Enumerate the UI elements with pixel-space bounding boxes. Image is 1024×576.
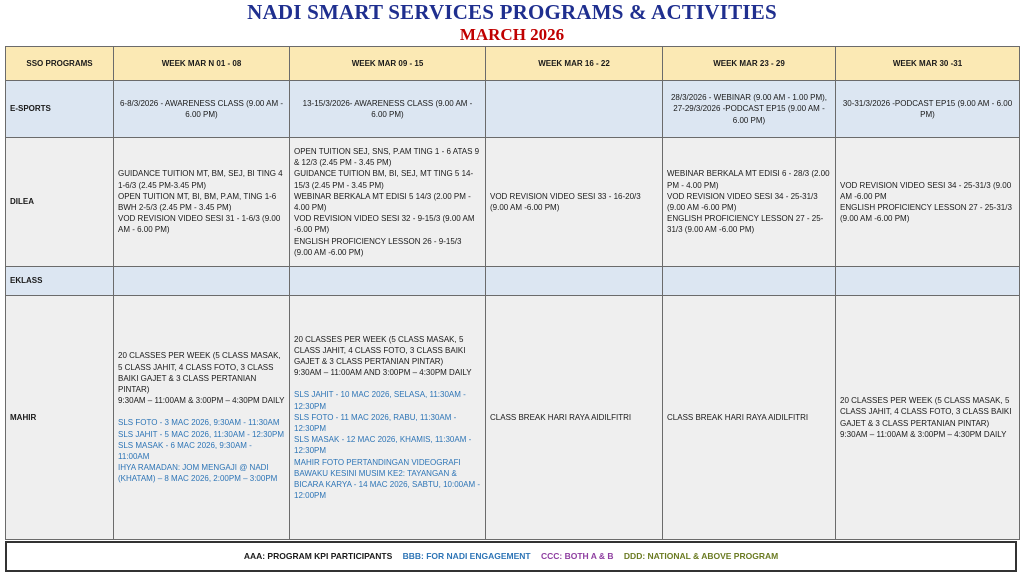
cell-text: CLASS BREAK HARI RAYA AIDILFITRI xyxy=(486,296,663,540)
cell-line: WEBINAR BERKALA MT EDISI 6 - 28/3 (2.00 PM - 4.00 PM) xyxy=(667,169,830,190)
cell xyxy=(114,138,290,267)
cell-line: 20 CLASSES PER WEEK (5 CLASS MASAK, 5 CLASS JAHIT, 4 CLASS FOTO, 3 CLASS BAIKI GAJET & 3 CLASS PERTANIAN PINTAR) xyxy=(294,334,466,366)
cell-line: OPEN TUITION SEJ, SNS, P.AM TING 1 - 6 ATAS 9 & 12/3 (2.45 PM - 3.45 PM) xyxy=(294,146,480,168)
cell-line: ENGLISH PROFICIENCY LESSON 26 - 9-15/3 (9.00 AM -6.00 PM) xyxy=(294,236,462,257)
cell-line: 20 CLASSES PER WEEK (5 CLASS MASAK, 5 CLASS JAHIT, 4 CLASS FOTO, 3 CLASS BAIKI GAJET & 3 CLASS PERTANIAN PINTAR) xyxy=(118,351,281,394)
cell xyxy=(663,138,836,267)
cell-line: GUIDANCE TUITION BM, BI, SEJ, MT TING 5 14-15/3 (2.45 PM - 3.45 PM) xyxy=(294,169,474,190)
header-cell: WEEK MAR 16 - 22 xyxy=(486,47,663,81)
page-subtitle: MARCH 2026 xyxy=(459,25,565,44)
legend-both: CCC: BOTH A & B xyxy=(540,551,614,561)
cell-line: WEBINAR BERKALA MT EDISI 5 14/3 (2.00 PM - 4.00 PM) xyxy=(294,191,471,212)
empty-cell xyxy=(114,267,290,296)
cell-line: VOD REVISION VIDEO SESI 31 - 1-6/3 (9.00 AM - 6.00 PM) xyxy=(118,214,281,235)
cell-line: 9:30AM – 11:00AM & 3:00PM – 4:30PM DAILY xyxy=(118,396,285,406)
cell-line: VOD REVISION VIDEO SESI 33 - 16-20/3 (9.00 AM -6.00 PM) xyxy=(490,191,641,212)
page-title: NADI SMART SERVICES PROGRAMS & ACTIVITIES xyxy=(247,0,777,24)
engagement-line: SLS MASAK - 6 MAC 2026, 9:30AM - 11:00AM xyxy=(118,440,252,461)
cell xyxy=(290,138,486,267)
legend-bar xyxy=(5,541,1017,572)
cell-line: VOD REVISION VIDEO SESI 32 - 9-15/3 (9.00 AM -6.00 PM) xyxy=(294,214,475,235)
engagement-line: SLS JAHIT - 5 MAC 2026, 11:30AM - 12:30PM xyxy=(118,429,284,439)
cell-line: VOD REVISION VIDEO SESI 34 - 25-31/3 (9.00 AM -6.00 PM xyxy=(840,180,1012,201)
empty-cell xyxy=(663,267,836,296)
engagement-line: IHYA RAMADAN: JOM MENGAJI @ NADI (KHATAM) – 8 MAC 2026, 2:00PM – 3:00PM xyxy=(118,463,278,484)
engagement-line: SLS JAHIT - 10 MAC 2026, SELASA, 11:30AM - 12:30PM xyxy=(294,390,466,411)
header-row xyxy=(6,47,1020,81)
cell-line: ENGLISH PROFICIENCY LESSON 27 - 25-31/3 (9.00 AM -6.00 PM) xyxy=(840,203,1012,224)
cell-text: 30-31/3/2026 -PODCAST EP15 (9.00 AM - 6.00 PM) xyxy=(836,81,1020,138)
row-dilea xyxy=(6,138,1020,267)
cell-line: VOD REVISION VIDEO SESI 34 - 25-31/3 (9.00 AM -6.00 PM) xyxy=(667,191,818,212)
cell-text: 28/3/2026 - WEBINAR (9.00 AM - 1.00 PM), xyxy=(670,93,828,103)
cell xyxy=(114,296,290,540)
empty-cell xyxy=(486,267,663,296)
cell-line: OPEN TUITION MT, BI, BM, P.AM, TING 1-6 BWH 2-5/3 (2.45 PM - 3.45 PM) xyxy=(118,191,277,212)
cell-text: 13-15/3/2026- AWARENESS CLASS (9.00 AM - 6.00 PM) xyxy=(290,81,486,138)
row-eklass xyxy=(6,267,1020,296)
cell xyxy=(663,81,836,138)
header-cell: SSO PROGRAMS xyxy=(6,47,114,81)
legend-kpi: AAA: PROGRAM KPI PARTICIPANTS xyxy=(243,551,393,561)
cell-line: 9:30AM – 11:00AM & 3:00PM – 4:30PM DAILY xyxy=(840,429,1007,439)
cell-text: CLASS BREAK HARI RAYA AIDILFITRI xyxy=(663,296,836,540)
program-label: EKLASS xyxy=(6,267,114,296)
empty-cell xyxy=(290,267,486,296)
empty-cell xyxy=(836,267,1020,296)
program-label: E-SPORTS xyxy=(6,81,114,138)
cell xyxy=(486,138,663,267)
cell-line: ENGLISH PROFICIENCY LESSON 27 - 25-31/3 (9.00 AM -6.00 PM) xyxy=(667,214,824,235)
engagement-line: SLS FOTO - 11 MAC 2026, RABU, 11:30AM - 12:30PM xyxy=(294,412,457,433)
cell-text xyxy=(486,81,663,138)
cell-line: 20 CLASSES PER WEEK (5 CLASS MASAK, 5 CLASS JAHIT, 4 CLASS FOTO, 3 CLASS BAIKI GAJET & 3 CLASS PERTANIAN PINTAR) xyxy=(840,396,1012,428)
engagement-line: MAHIR FOTO PERTANDINGAN VIDEOGRAFI BAWAKU KESINI MUSIM KE2: TAYANGAN & BICARA KARYA - 14 MAC 2026, SABTU, 10:00AM - 12:00PM xyxy=(294,457,481,501)
cell-text: 6-8/3/2026 - AWARENESS CLASS (9.00 AM - 6.00 PM) xyxy=(114,81,290,138)
header-cell: WEEK MAR 30 -31 xyxy=(836,47,1020,81)
cell xyxy=(290,296,486,540)
header-cell: WEEK MAR 09 - 15 xyxy=(290,47,486,81)
legend-national: DDD: NATIONAL & ABOVE PROGRAM xyxy=(623,551,779,561)
cell-text: 27-29/3/2026 -PODCAST EP15 (9.00 AM - 6.00 PM) xyxy=(673,104,825,125)
header-cell: WEEK MAR 23 - 29 xyxy=(663,47,836,81)
row-mahir xyxy=(6,296,1020,540)
legend-engagement: BBB: FOR NADI ENGAGEMENT xyxy=(402,551,531,561)
program-table xyxy=(5,46,1020,540)
program-label: DILEA xyxy=(6,138,114,267)
row-esports xyxy=(6,81,1020,138)
program-label: MAHIR xyxy=(6,296,114,540)
cell xyxy=(836,296,1020,540)
cell-line: GUIDANCE TUITION MT, BM, SEJ, BI TING 4 1-6/3 (2.45 PM-3.45 PM) xyxy=(118,169,283,190)
engagement-line: SLS FOTO - 3 MAC 2026, 9:30AM - 11:30AM xyxy=(118,418,280,428)
header-cell: WEEK MAR N 01 - 08 xyxy=(114,47,290,81)
cell xyxy=(836,138,1020,267)
engagement-line: SLS MASAK - 12 MAC 2026, KHAMIS, 11:30AM - 12:30PM xyxy=(294,435,472,456)
cell-line: 9:30AM – 11:00AM AND 3:00PM – 4:30PM DAILY xyxy=(294,368,472,378)
